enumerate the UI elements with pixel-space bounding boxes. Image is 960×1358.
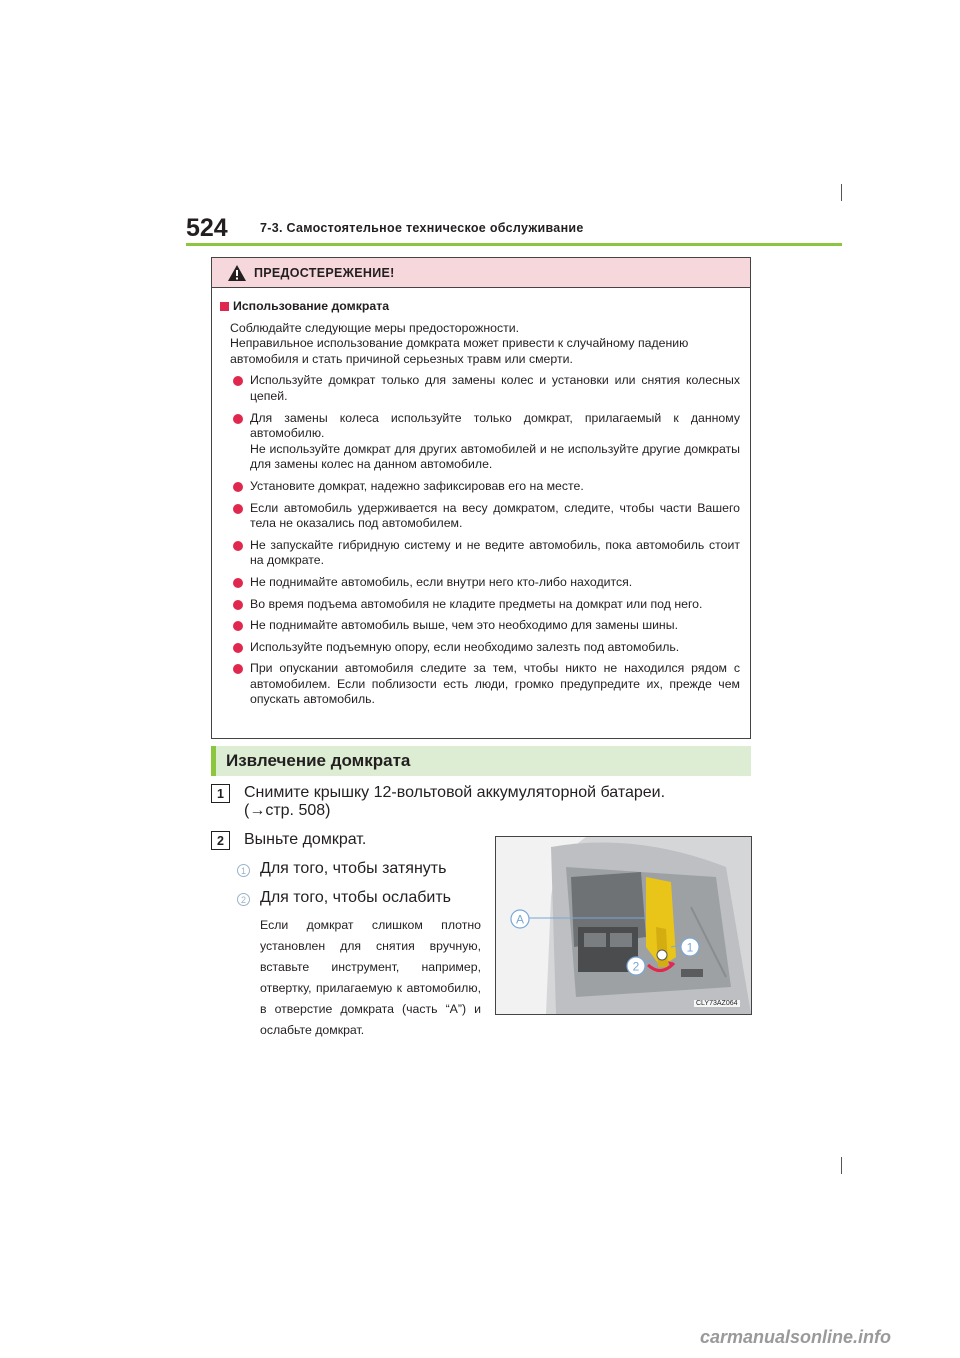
warning-bullet-list [220, 373, 740, 708]
step-2-note: Если домкрат слишком плотно установлен для снятия вручную, вставьте инструмент, например, отвертку, прилагаемую к автомобилю, в отверстие домкрата (часть “A”) и ослабьте домкрат. [260, 918, 481, 1037]
figure-callout-a: A [515, 912, 525, 927]
warning-bullet-text: Не используйте домкрат для других автомобилей и не используйте другие домкраты для замены колес на данном автомобиле. [250, 441, 740, 472]
warning-bullet-text: Во время подъема автомобиля не кладите предметы на домкрат или под него. [250, 596, 703, 611]
section-heading-bar [211, 746, 751, 776]
warning-bullet-text: Если автомобиль удерживается на весу домкратом, следите, чтобы части Вашего тела не оказались под автомобилем. [250, 500, 740, 531]
warning-bullet-text: Установите домкрат, надежно зафиксировав его на месте. [250, 478, 584, 493]
warning-bullet-text: Для замены колеса используйте только домкрат, прилагаемый к данному автомобилю. [250, 410, 740, 441]
warning-bullet [220, 411, 740, 473]
warning-bullet [220, 575, 740, 591]
watermark: carmanualsonline.info [700, 1327, 892, 1347]
figure-code: CLY73AZ064 [696, 1000, 738, 1007]
warning-bullet [220, 538, 740, 569]
warning-header [212, 258, 750, 288]
section-heading: Извлечение домкрата [226, 751, 411, 770]
bullet-dot-icon [233, 482, 243, 492]
callout-number-2: 2 [237, 893, 250, 906]
header-rule [186, 243, 842, 246]
warning-bullet-text: Используйте домкрат только для замены колес и установки или снятия колесных цепей. [250, 373, 740, 403]
warning-bullet [220, 597, 740, 613]
warning-bullet-text: Не запускайте гибридную систему и не ведите автомобиль, пока автомобиль стоит на домкрате. [250, 537, 740, 568]
bullet-dot-icon [233, 414, 243, 424]
crop-mark-top [841, 184, 842, 201]
section-heading-accent [211, 746, 216, 776]
bullet-dot-icon [233, 541, 243, 551]
warning-triangle-icon [227, 264, 247, 282]
warning-body [212, 288, 750, 708]
warning-intro [220, 321, 740, 368]
figure-callout-2: 2 [632, 959, 640, 974]
step-2-text: Выньте домкрат. [244, 831, 367, 848]
warning-bullet [220, 661, 740, 708]
warning-title: ПРЕДОСТЕРЕЖЕНИЕ! [254, 265, 395, 280]
red-square-icon [220, 302, 229, 311]
step-number-1: 1 [211, 784, 230, 803]
step-1-text: Снимите крышку 12-вольтовой аккумуляторной батареи. [244, 784, 666, 801]
step-1-page-ref: (→стр. 508) [244, 802, 331, 819]
jack-illustration [495, 836, 752, 1015]
page-number: 524 [186, 214, 228, 242]
bullet-dot-icon [233, 621, 243, 631]
bullet-dot-icon [233, 578, 243, 588]
warning-intro-line-1: Соблюдайте следующие меры предосторожности. [230, 320, 520, 335]
bullet-dot-icon [233, 600, 243, 610]
warning-bullet [220, 479, 740, 495]
step-number-2: 2 [211, 831, 230, 850]
bullet-dot-icon [233, 643, 243, 653]
bullet-dot-icon [233, 504, 243, 514]
warning-bullet [220, 618, 740, 634]
warning-bullet [220, 373, 740, 404]
bullet-dot-icon [233, 376, 243, 386]
warning-bullet-text: Не поднимайте автомобиль, если внутри него кто-либо находится. [250, 574, 633, 589]
warning-subheading [220, 299, 740, 315]
warning-subheading-text: Использование домкрата [233, 299, 390, 313]
callout-1-text: Для того, чтобы затянуть [260, 860, 447, 877]
warning-bullet-text: Используйте подъемную опору, если необходимо залезть под автомобиль. [250, 639, 680, 654]
warning-bullet-text: Не поднимайте автомобиль выше, чем это необходимо для замены шины. [250, 618, 678, 633]
warning-bullet [220, 640, 740, 656]
warning-bullet-text: При опускании автомобиля следите за тем, чтобы никто не находился рядом с автомобилем. Если поблизости есть люди, громко предупредите их, прежде чем опускать автомобиль. [250, 661, 740, 707]
section-title: 7-3. Самостоятельное техническое обслуживание [260, 221, 584, 235]
warning-bullet [220, 501, 740, 532]
crop-mark-bottom [841, 1157, 842, 1174]
callout-2-text: Для того, чтобы ослабить [260, 889, 451, 906]
warning-box [211, 257, 751, 739]
bullet-dot-icon [233, 664, 243, 674]
callout-number-1: 1 [237, 864, 250, 877]
warning-intro-line-2: Неправильное использование домкрата может привести к случайному падению автомобиля и стать причиной серьезных травм или смерти. [230, 336, 689, 366]
trunk-illustration [496, 837, 751, 1014]
figure-callout-1: 1 [686, 940, 694, 955]
